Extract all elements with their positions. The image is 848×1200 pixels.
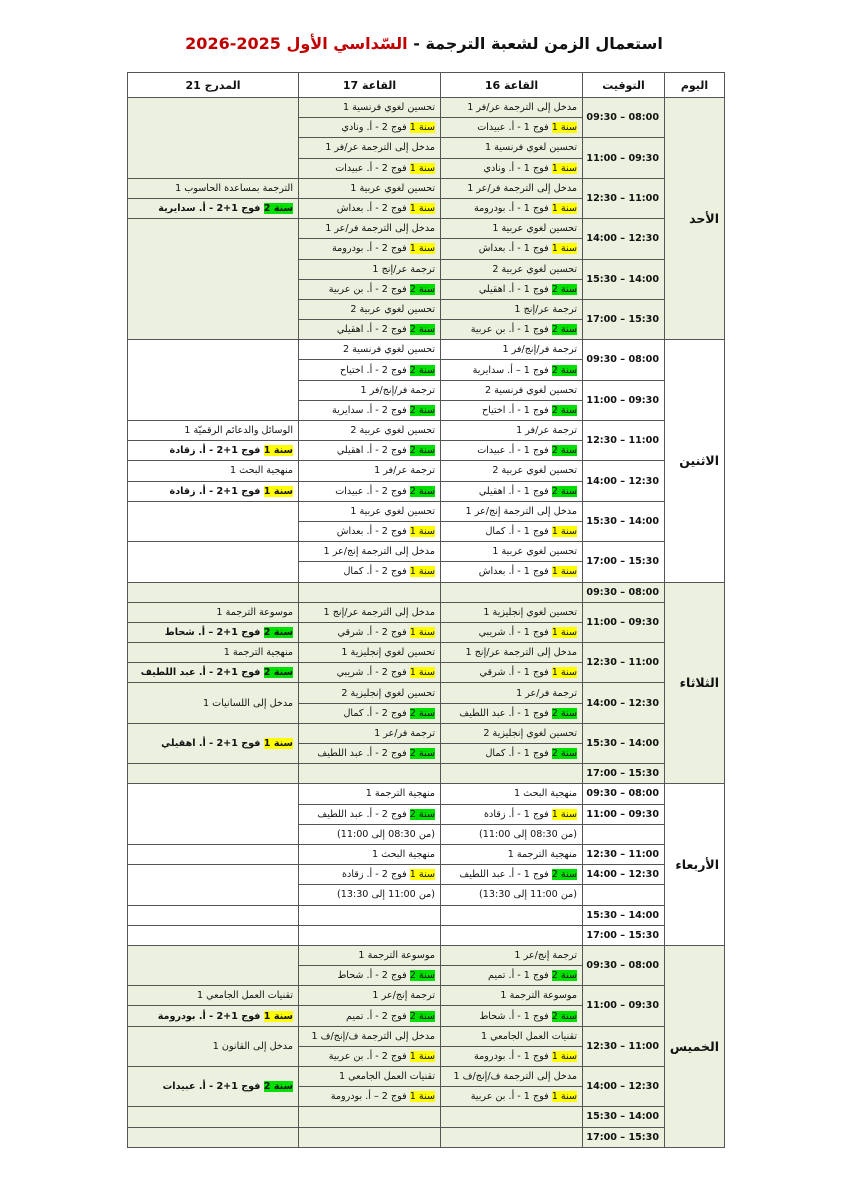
course-group [128, 441, 299, 461]
course-title: ترجمة فر/عر 1 [299, 723, 441, 743]
year-badge: سنة 2 [551, 445, 577, 457]
empty-cell [583, 824, 665, 844]
year-badge: سنة 2 [263, 626, 293, 638]
time-cell: 15:30 – 17:00 [583, 925, 665, 945]
course-note: (من 08:30 إلى 11:00) [441, 824, 583, 844]
empty-cell [299, 925, 441, 945]
group-teacher: فوج 2 - أ. بعداش [336, 526, 410, 538]
course-group [441, 1087, 583, 1107]
course-group [128, 1006, 299, 1026]
year-badge: سنة 2 [409, 404, 435, 416]
group-teacher: فوج 1 - أ. بودرومة [474, 1050, 552, 1062]
course-title: مدخل إلى الترجمة فر/عر 1 [299, 219, 441, 239]
title-main: استعمال الزمن لشعبة الترجمة - [407, 34, 663, 53]
year-badge: سنة 2 [551, 485, 577, 497]
course-title: تحسين لغوي عربية 2 [299, 299, 441, 319]
time-cell: 15:30 – 17:00 [583, 764, 665, 784]
time-cell: 14:00 – 15:30 [583, 905, 665, 925]
course-group [299, 744, 441, 764]
course-title: مدخل إلى الترجمة فر/عر 1 [441, 178, 583, 198]
empty-cell [128, 98, 299, 179]
year-badge: سنة 2 [551, 364, 577, 376]
year-badge: سنة 1 [409, 243, 435, 255]
group-teacher: فوج 1 - أ. اختياح [481, 404, 552, 416]
course-group [299, 320, 441, 340]
group-teacher: فوج 1 - أ. بعداش [478, 243, 552, 255]
course-group [299, 562, 441, 582]
empty-cell [128, 905, 299, 925]
year-badge: سنة 1 [409, 203, 435, 215]
empty-cell [441, 925, 583, 945]
course-group [441, 966, 583, 986]
course-group [299, 663, 441, 683]
group-teacher: فوج 2 - أ. ونادي [341, 122, 410, 134]
group-teacher: فوج 2 - أ. اختياح [339, 364, 410, 376]
title-semester: السّداسي الأول 2025-2026 [185, 34, 408, 53]
time-cell: 12:30 – 14:00 [583, 461, 665, 501]
year-badge: سنة 2 [409, 970, 435, 982]
time-cell: 15:30 – 17:00 [583, 299, 665, 339]
empty-cell [583, 885, 665, 905]
time-cell: 08:00 – 09:30 [583, 340, 665, 380]
course-title: ترجمة إنج/عر 1 [299, 986, 441, 1006]
empty-cell [299, 764, 441, 784]
year-badge: سنة 1 [551, 667, 577, 679]
group-teacher: فوج 1 - أ. بودرومة [474, 203, 552, 215]
year-badge: سنة 2 [409, 324, 435, 336]
course-title: تحسين لغوي إنجليزية 1 [441, 602, 583, 622]
time-cell: 14:00 – 15:30 [583, 501, 665, 541]
course-title: تحسين لغوي فرنسية 1 [299, 98, 441, 118]
empty-cell [128, 1127, 299, 1147]
timetable [127, 72, 725, 1148]
day-thursday: الخميس [665, 945, 725, 1147]
group-teacher: فوج 1 – أ. سدايرية [472, 364, 552, 376]
year-badge: سنة 2 [263, 203, 293, 215]
page-title [0, 34, 848, 53]
course-title: منهجية البحث 1 [441, 784, 583, 804]
header-amphi21: المدرج 21 [128, 73, 299, 98]
group-teacher: فوج 2 - أ. اهقيلي [336, 324, 410, 336]
group-teacher: فوج 1 - أ. شرقي [479, 667, 552, 679]
course-group [299, 966, 441, 986]
time-cell: 14:00 – 15:30 [583, 1107, 665, 1127]
course-group [128, 723, 299, 763]
course-group [299, 1046, 441, 1066]
course-group [441, 1046, 583, 1066]
group-teacher: فوج 2 - أ. بن عربية [328, 1050, 410, 1062]
group-teacher: فوج 1+2 - أ. اهقيلي [161, 738, 264, 749]
empty-cell [441, 1127, 583, 1147]
course-group [128, 1067, 299, 1107]
course-group [128, 198, 299, 218]
course-title: ترجمة إنج/عر 1 [441, 945, 583, 965]
course-group [441, 441, 583, 461]
group-teacher: فوج 2 - أ. عبيدات [335, 162, 410, 174]
course-title: تحسين لغوي إنجليزية 2 [299, 683, 441, 703]
course-title: تحسين لغوي عربية 2 [441, 461, 583, 481]
group-teacher: فوج 2 - أ. شحاط [337, 970, 410, 982]
year-badge: سنة 1 [551, 1091, 577, 1103]
empty-cell [128, 764, 299, 784]
year-badge: سنة 2 [409, 808, 435, 820]
time-cell: 09:30 – 11:00 [583, 138, 665, 178]
year-badge: سنة 1 [409, 1091, 435, 1103]
group-teacher: فوج 1+2 - أ. سدايرية [158, 203, 264, 215]
empty-cell [441, 764, 583, 784]
course-title: ترجمة فر/عر 1 [441, 683, 583, 703]
course-group [128, 481, 299, 501]
course-group [299, 360, 441, 380]
course-title: ترجمة عر/فر 1 [299, 461, 441, 481]
empty-cell [128, 340, 299, 421]
group-teacher: فوج 2 - أ. عبد اللطيف [317, 808, 410, 820]
course-title: تحسين لغوي فرنسية 1 [441, 138, 583, 158]
course-title: تحسين لغوي عربية 1 [299, 501, 441, 521]
course-group [299, 239, 441, 259]
group-teacher: فوج 2 - أ. تميم [345, 1010, 410, 1022]
course-title: مدخل إلى الترجمة ف/إنج/ف 1 [299, 1026, 441, 1046]
group-teacher: فوج 2 - أ. شرقي [337, 626, 410, 638]
course-group [441, 1006, 583, 1026]
course-group [441, 360, 583, 380]
year-badge: سنة 1 [409, 667, 435, 679]
course-title: ترجمة عر/إنج 1 [441, 299, 583, 319]
year-badge: سنة 1 [263, 738, 293, 749]
group-teacher: فوج 1+2 - أ. عبد اللطيف [140, 667, 264, 679]
empty-cell [128, 542, 299, 582]
course-title: مدخل إلى اللسانيات 1 [128, 683, 299, 723]
year-badge: سنة 2 [551, 1010, 577, 1022]
time-cell: 12:30 – 14:00 [583, 1067, 665, 1107]
time-cell: 12:30 – 14:00 [583, 865, 665, 885]
year-badge: سنة 2 [263, 1081, 293, 1093]
group-teacher: فوج 1 - أ. اهقيلي [478, 283, 552, 295]
course-title: مدخل إلى الترجمة إنج/عر 1 [299, 542, 441, 562]
header-room16: القاعة 16 [441, 73, 583, 98]
year-badge: سنة 2 [551, 324, 577, 336]
year-badge: سنة 1 [551, 122, 577, 134]
year-badge: سنة 1 [409, 566, 435, 578]
day-monday: الاثنين [665, 340, 725, 582]
year-badge: سنة 1 [551, 626, 577, 638]
group-teacher: فوج 2 - أ. اهقيلي [336, 445, 410, 457]
empty-cell [128, 865, 299, 905]
year-badge: سنة 1 [409, 869, 435, 881]
time-cell: 14:00 – 15:30 [583, 259, 665, 299]
year-badge: سنة 2 [409, 485, 435, 497]
course-title: تحسين لغوي إنجليزية 2 [441, 723, 583, 743]
year-badge: سنة 1 [551, 162, 577, 174]
year-badge: سنة 2 [551, 970, 577, 982]
group-teacher: فوج 1+2 - أ. زقادة [169, 445, 264, 457]
course-group [299, 1006, 441, 1026]
course-title: مدخل إلى القانون 1 [128, 1026, 299, 1066]
header-day: اليوم [665, 73, 725, 98]
course-group [441, 279, 583, 299]
course-title: الترجمة بمساعدة الحاسوب 1 [128, 178, 299, 198]
course-group [441, 239, 583, 259]
group-teacher: فوج 1 - أ. بن عربية [470, 1091, 552, 1103]
course-group [441, 481, 583, 501]
year-badge: سنة 2 [551, 748, 577, 760]
course-title: مدخل إلى الترجمة عر/فر 1 [441, 98, 583, 118]
year-badge: سنة 1 [409, 1050, 435, 1062]
course-title: موسوعة الترجمة 1 [128, 602, 299, 622]
year-badge: سنة 2 [409, 283, 435, 295]
year-badge: سنة 2 [551, 869, 577, 881]
time-cell: 15:30 – 17:00 [583, 542, 665, 582]
course-group [299, 622, 441, 642]
group-teacher: فوج 2 - أ. عبيدات [335, 485, 410, 497]
year-badge: سنة 1 [551, 808, 577, 820]
group-teacher: فوج 2 - أ. عبد اللطيف [317, 748, 410, 760]
course-title: موسوعة الترجمة 1 [441, 986, 583, 1006]
year-badge: سنة 1 [551, 566, 577, 578]
group-teacher: فوج 2 - أ. شريبي [336, 667, 410, 679]
day-tuesday: الثلاثاء [665, 582, 725, 784]
year-badge: سنة 2 [551, 404, 577, 416]
course-group [299, 198, 441, 218]
group-teacher: فوج 1 - أ. بعداش [478, 566, 552, 578]
group-teacher: فوج 1 - أ. زقادة [484, 808, 552, 820]
course-group [299, 118, 441, 138]
group-teacher: فوج 1 - أ. تميم [487, 970, 552, 982]
year-badge: سنة 1 [551, 1050, 577, 1062]
year-badge: سنة 2 [409, 748, 435, 760]
time-cell: 11:00 – 12:30 [583, 1026, 665, 1066]
course-group [441, 320, 583, 340]
course-group [299, 521, 441, 541]
empty-cell [441, 905, 583, 925]
group-teacher: فوج 1 - أ. بن عربية [470, 324, 552, 336]
time-cell: 08:00 – 09:30 [583, 784, 665, 804]
empty-cell [128, 501, 299, 541]
empty-cell [299, 1107, 441, 1127]
group-teacher: فوج 1 - أ. عبيدات [477, 445, 552, 457]
course-group [441, 622, 583, 642]
empty-cell [299, 1127, 441, 1147]
time-cell: 09:30 – 11:00 [583, 602, 665, 642]
course-group [441, 562, 583, 582]
course-group [128, 663, 299, 683]
course-title: تحسين لغوي فرنسية 2 [299, 340, 441, 360]
course-title: الوسائل والدعائم الرقميّة 1 [128, 421, 299, 441]
year-badge: سنة 1 [409, 626, 435, 638]
time-cell: 11:00 – 12:30 [583, 643, 665, 683]
year-badge: سنة 2 [263, 667, 293, 679]
course-group [299, 279, 441, 299]
empty-cell [128, 219, 299, 340]
time-cell: 15:30 – 17:00 [583, 1127, 665, 1147]
group-teacher: فوج 1 - أ. شريبي [478, 626, 552, 638]
course-group [441, 663, 583, 683]
course-title: ترجمة عر/فر 1 [441, 421, 583, 441]
empty-cell [128, 945, 299, 985]
course-title: مدخل إلى الترجمة إنج/عر 1 [441, 501, 583, 521]
empty-cell [128, 925, 299, 945]
course-group [441, 400, 583, 420]
time-cell: 09:30 – 11:00 [583, 804, 665, 824]
course-title: منهجية الترجمة 1 [128, 643, 299, 663]
time-cell: 14:00 – 15:30 [583, 723, 665, 763]
header-row [128, 73, 725, 98]
course-title: منهجية الترجمة 1 [299, 784, 441, 804]
course-group [299, 158, 441, 178]
day-wednesday: الأربعاء [665, 784, 725, 946]
course-group [441, 158, 583, 178]
course-title: مدخل إلى الترجمة ف/إنج/ف 1 [441, 1067, 583, 1087]
course-title: تحسين لغوي عربية 2 [441, 259, 583, 279]
group-teacher: فوج 1 - أ. ونادي [483, 162, 552, 174]
year-badge: سنة 1 [551, 526, 577, 538]
empty-cell [441, 582, 583, 602]
course-group [299, 703, 441, 723]
empty-cell [441, 1107, 583, 1127]
empty-cell [299, 905, 441, 925]
empty-cell [299, 582, 441, 602]
group-teacher: فوج 1+2 - أ. زقادة [169, 485, 264, 497]
time-cell: 08:00 – 09:30 [583, 582, 665, 602]
time-cell: 08:00 – 09:30 [583, 98, 665, 138]
time-cell: 11:00 – 12:30 [583, 178, 665, 218]
course-group [441, 865, 583, 885]
course-group [441, 198, 583, 218]
course-title: تحسين لغوي عربية 1 [299, 178, 441, 198]
year-badge: سنة 2 [551, 283, 577, 295]
course-group [299, 481, 441, 501]
year-badge: سنة 1 [409, 526, 435, 538]
course-title: ترجمة فر/إنج/فر 1 [299, 380, 441, 400]
group-teacher: فوج 1+2 - أ. عبيدات [162, 1081, 264, 1093]
group-teacher: فوج 2 - أ. سدايرية [331, 404, 410, 416]
course-group [299, 441, 441, 461]
group-teacher: فوج 1 - أ. عبيدات [477, 122, 552, 134]
year-badge: سنة 2 [409, 1010, 435, 1022]
year-badge: سنة 2 [409, 707, 435, 719]
group-teacher: فوج 1+2 – أ. شحاط [164, 626, 264, 638]
year-badge: سنة 1 [409, 162, 435, 174]
time-cell: 12:30 – 14:00 [583, 219, 665, 259]
day-sunday: الأحد [665, 98, 725, 340]
course-title: موسوعة الترجمة 1 [299, 945, 441, 965]
course-title: مدخل إلى الترجمة عر/إنج 1 [299, 602, 441, 622]
course-title: ترجمة فر/إنج/فر 1 [441, 340, 583, 360]
course-group [299, 865, 441, 885]
course-title: تقنيات العمل الجامعي 1 [299, 1067, 441, 1087]
course-title: منهجية البحث 1 [128, 461, 299, 481]
course-title: منهجية البحث 1 [299, 844, 441, 864]
group-teacher: فوج 1 - أ. شحاط [479, 1010, 552, 1022]
course-title: تحسين لغوي عربية 1 [441, 219, 583, 239]
time-cell: 09:30 – 11:00 [583, 380, 665, 420]
course-group [441, 744, 583, 764]
course-group [128, 622, 299, 642]
group-teacher: فوج 2 - أ. زقادة [342, 869, 410, 881]
year-badge: سنة 1 [263, 445, 293, 457]
time-cell: 08:00 – 09:30 [583, 945, 665, 985]
course-group [441, 521, 583, 541]
time-cell: 11:00 – 12:30 [583, 421, 665, 461]
year-badge: سنة 2 [409, 364, 435, 376]
course-group [299, 400, 441, 420]
year-badge: سنة 1 [263, 485, 293, 497]
group-teacher: فوج 1+2 - أ. بودرومة [157, 1010, 264, 1022]
course-title: تقنيات العمل الجامعي 1 [441, 1026, 583, 1046]
course-title: مدخل إلى الترجمة عر/إنج 1 [441, 643, 583, 663]
course-title: مدخل إلى الترجمة عر/فر 1 [299, 138, 441, 158]
course-group [441, 804, 583, 824]
header-room17: القاعة 17 [299, 73, 441, 98]
group-teacher: فوج 1 - أ. كمال [485, 526, 552, 538]
course-title: منهجية الترجمة 1 [441, 844, 583, 864]
group-teacher: فوج 2 - أ. بودرومة [332, 243, 410, 255]
year-badge: سنة 1 [551, 243, 577, 255]
group-teacher: فوج 1 - أ. كمال [485, 748, 552, 760]
course-group [441, 118, 583, 138]
empty-cell [128, 844, 299, 864]
course-title: تحسين لغوي إنجليزية 1 [299, 643, 441, 663]
course-group [441, 703, 583, 723]
course-title: تحسين لغوي عربية 2 [299, 421, 441, 441]
group-teacher: فوج 2 - أ. بن عربية [328, 283, 410, 295]
course-note: (من 11:00 إلى 13:30) [441, 885, 583, 905]
group-teacher: فوج 2 – أ. بودرومة [330, 1091, 410, 1103]
year-badge: سنة 1 [263, 1010, 293, 1022]
time-cell: 12:30 – 14:00 [583, 683, 665, 723]
group-teacher: فوج 2 - أ. كمال [343, 707, 410, 719]
empty-cell [128, 784, 299, 845]
course-group [299, 804, 441, 824]
header-time: التوقيت [583, 73, 665, 98]
course-note: (من 08:30 إلى 11:00) [299, 824, 441, 844]
time-cell: 11:00 – 12:30 [583, 844, 665, 864]
time-cell: 09:30 – 11:00 [583, 986, 665, 1026]
course-note: (من 11:00 إلى 13:30) [299, 885, 441, 905]
empty-cell [128, 1107, 299, 1127]
group-teacher: فوج 2 - أ. كمال [343, 566, 410, 578]
course-title: ترجمة عر/إنج 1 [299, 259, 441, 279]
course-group [299, 1087, 441, 1107]
empty-cell [128, 582, 299, 602]
group-teacher: فوج 1 - أ. عبد اللطيف [459, 707, 552, 719]
year-badge: سنة 1 [409, 122, 435, 134]
course-title: تحسين لغوي فرنسية 2 [441, 380, 583, 400]
group-teacher: فوج 1 - أ. عبد اللطيف [459, 869, 552, 881]
group-teacher: فوج 1 - أ. اهقيلي [478, 485, 552, 497]
course-title: تحسين لغوي عربية 1 [441, 542, 583, 562]
year-badge: سنة 1 [551, 203, 577, 215]
group-teacher: فوج 2 - أ. بعداش [336, 203, 410, 215]
year-badge: سنة 2 [409, 445, 435, 457]
year-badge: سنة 2 [551, 707, 577, 719]
course-title: تقنيات العمل الجامعي 1 [128, 986, 299, 1006]
